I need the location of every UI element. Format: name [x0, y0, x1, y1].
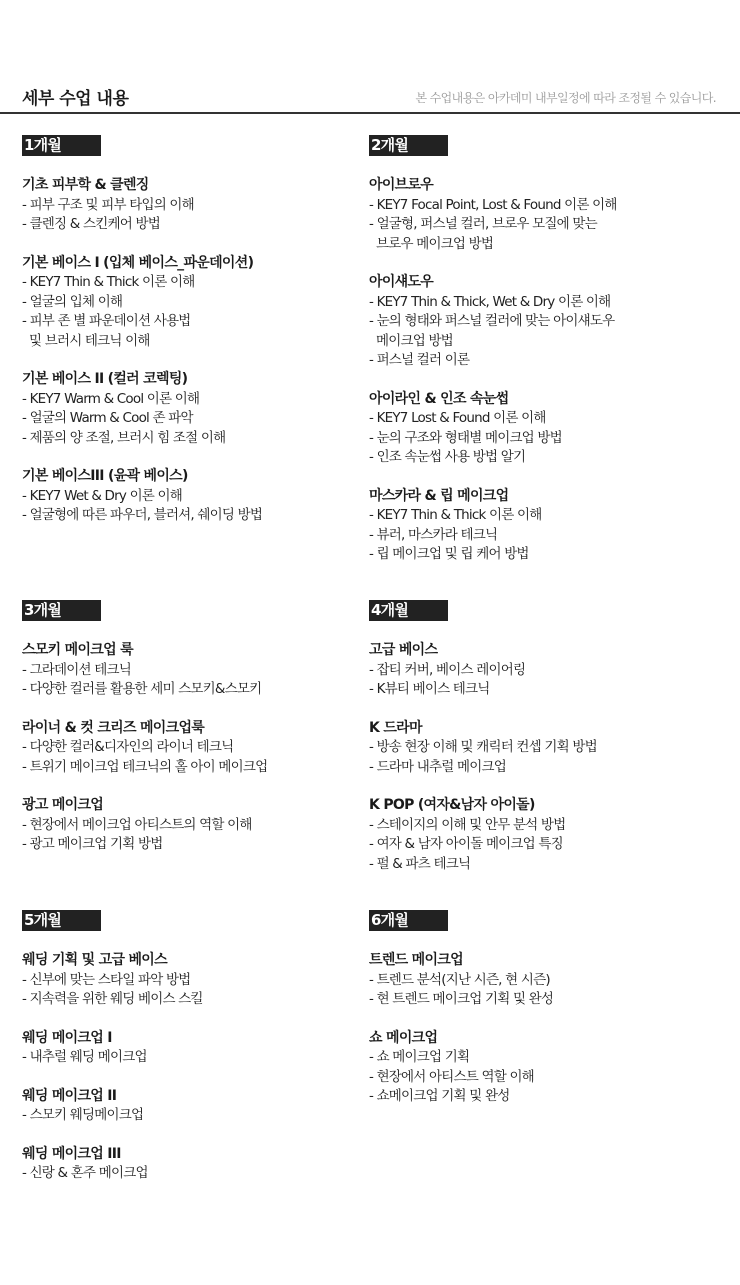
topic	[22, 467, 357, 526]
topic-item: - 펄 & 파츠 테크닉	[369, 855, 471, 872]
topic-title: 광고 메이크업	[22, 797, 104, 813]
section-header	[0, 80, 740, 114]
topic	[22, 951, 357, 1010]
topic	[369, 1029, 704, 1107]
month-label: 4개월	[369, 600, 448, 621]
topic-item: - KEY7 Focal Point, Lost & Found 이론 이해	[369, 196, 617, 213]
month-label: 2개월	[369, 135, 448, 156]
topic-title: 스모키 메이크업 룩	[22, 642, 133, 658]
topic-title: K POP (여자&남자 아이돌)	[369, 797, 535, 813]
topic-item: - 여자 & 남자 아이돌 메이크업 특징	[369, 836, 563, 852]
month-label: 3개월	[22, 600, 101, 621]
topic-title: 마스카라 & 립 메이크업	[369, 487, 509, 504]
month-block-3	[22, 600, 357, 874]
topic-item: - 스테이지의 이해 및 안무 분석 방법	[369, 816, 566, 833]
topic-title: 아이섀도우	[369, 274, 434, 290]
topic-item: - 다양한 컬러를 활용한 세미 스모키&스모키	[22, 681, 262, 697]
topic-item: - 얼굴형에 따른 파우더, 블러셔, 쉐이딩 방법	[22, 507, 263, 523]
topic	[22, 719, 357, 778]
topic-item: - 피부 존 별 파운데이션 사용법	[22, 313, 191, 329]
topic-item: 및 브러시 테크닉 이해	[22, 332, 150, 349]
topic-list	[22, 176, 357, 526]
topic-list	[369, 951, 704, 1107]
topic-item: - KEY7 Warm & Cool 이론 이해	[22, 390, 200, 407]
topic-title: 아이라인 & 인조 속눈썹	[369, 390, 509, 407]
topic-item: - KEY7 Thin & Thick 이론 이해	[22, 274, 195, 290]
topic-item: - 얼굴형, 퍼스널 컬러, 브로우 모질에 맞는	[369, 216, 597, 232]
topic-item: - K뷰티 베이스 테크닉	[369, 681, 490, 697]
topic-title: 고급 베이스	[369, 642, 438, 658]
topic-title: 기본 베이스III (윤곽 베이스)	[22, 468, 188, 484]
topic	[369, 641, 704, 700]
topic-item: - 립 메이크업 및 립 케어 방법	[369, 546, 529, 562]
topic-item: 브로우 메이크업 방법	[369, 235, 494, 252]
topic	[369, 176, 704, 254]
month-block-6	[369, 910, 704, 1126]
topic	[22, 370, 357, 448]
month-block-2	[369, 135, 704, 584]
topic	[22, 1087, 357, 1126]
topic-title: 기본 베이스 I (입체 베이스_파운데이션)	[22, 254, 254, 271]
topic	[22, 254, 357, 352]
topic	[22, 796, 357, 855]
month-block-1	[22, 135, 357, 545]
topic-title: 웨딩 메이크업 I	[22, 1029, 112, 1046]
month-label: 1개월	[22, 135, 101, 156]
page-title: 세부 수업 내용	[22, 89, 129, 109]
month-block-5	[22, 910, 357, 1203]
topic-item: - 현장에서 아티스트 역할 이해	[369, 1068, 534, 1085]
topic	[369, 390, 704, 468]
topic-item: - 현장에서 메이크업 아티스트의 역할 이해	[22, 816, 252, 833]
topic-title: 기본 베이스 II (컬러 코렉팅)	[22, 371, 188, 387]
month-label: 5개월	[22, 910, 101, 931]
topic-item: - 눈의 형태와 퍼스널 컬러에 맞는 아이섀도우	[369, 313, 615, 329]
topic	[369, 487, 704, 565]
topic-title: 웨딩 기획 및 고급 베이스	[22, 952, 167, 968]
topic-item: - 얼굴의 Warm & Cool 존 파악	[22, 410, 193, 426]
topic-title: 라이너 & 컷 크리즈 메이크업룩	[22, 719, 205, 736]
topic-item: - KEY7 Thin & Thick 이론 이해	[369, 507, 542, 523]
topic-item: - KEY7 Wet & Dry 이론 이해	[22, 487, 183, 504]
topic	[369, 951, 704, 1010]
topic-title: 기초 피부학 & 클렌징	[22, 177, 149, 193]
topic-item: - 지속력을 위한 웨딩 베이스 스킬	[22, 991, 203, 1007]
topic-item: - 내추럴 웨딩 메이크업	[22, 1049, 147, 1065]
topic-list	[369, 641, 704, 874]
topic-item: - 제품의 양 조절, 브러시 힘 조절 이해	[22, 429, 226, 446]
topic-title: 트렌드 메이크업	[369, 952, 463, 968]
topic-item: - 다양한 컬러&디자인의 라이너 테크닉	[22, 739, 234, 755]
topic-item: - 인조 속눈썹 사용 방법 알기	[369, 449, 526, 465]
topic-item: - 신랑 & 혼주 메이크업	[22, 1165, 148, 1181]
topic-item: - 얼굴의 입체 이해	[22, 293, 123, 310]
topic-item: - 퍼스널 컬러 이론	[369, 352, 470, 368]
topic-item: - 방송 현장 이해 및 캐릭터 컨셉 기획 방법	[369, 739, 597, 755]
topic	[369, 273, 704, 371]
topic-title: 웨딩 메이크업 II	[22, 1087, 117, 1104]
topic-item: - 쇼 메이크업 기획	[369, 1049, 470, 1065]
topic-item: - 트위기 메이크업 테크닉의 홀 아이 메이크업	[22, 758, 268, 775]
topic-list	[22, 951, 357, 1184]
topic	[369, 719, 704, 778]
topic	[369, 796, 704, 874]
schedule-notice: 본 수업내용은 아카데미 내부일정에 따라 조정될 수 있습니다.	[415, 91, 716, 105]
topic-item: 메이크업 방법	[369, 332, 453, 349]
topic-item: - 광고 메이크업 기획 방법	[22, 836, 163, 852]
topic-item: - 피부 구조 및 피부 타입의 이해	[22, 196, 194, 213]
topic-list	[22, 641, 357, 855]
topic-item: - 뷰러, 마스카라 테크닉	[369, 526, 498, 543]
month-block-4	[369, 600, 704, 893]
topic-item: - 눈의 구조와 형태별 메이크업 방법	[369, 429, 562, 446]
month-label: 6개월	[369, 910, 448, 931]
topic-item: - 그라데이션 테크닉	[22, 661, 131, 678]
topic-title: 웨딩 메이크업 III	[22, 1145, 121, 1162]
topic-title: 쇼 메이크업	[369, 1029, 438, 1046]
topic-item: - 잡티 커버, 베이스 레이어링	[369, 661, 526, 678]
topic-item: - KEY7 Lost & Found 이론 이해	[369, 410, 546, 426]
topic-item: - 클렌징 & 스킨케어 방법	[22, 216, 160, 232]
topic	[22, 1029, 357, 1068]
topic-item: - KEY7 Thin & Thick, Wet & Dry 이론 이해	[369, 293, 611, 310]
topic-item: - 신부에 맞는 스타일 파악 방법	[22, 971, 191, 988]
topic-title: K 드라마	[369, 719, 422, 736]
topic-list	[369, 176, 704, 565]
topic-title: 아이브로우	[369, 177, 434, 193]
topic	[22, 176, 357, 235]
topic	[22, 641, 357, 700]
topic-item: - 트렌드 분석(지난 시즌, 현 시즌)	[369, 971, 550, 988]
topic-item: - 현 트렌드 메이크업 기획 및 완성	[369, 991, 554, 1007]
topic-item: - 쇼메이크업 기획 및 완성	[369, 1088, 510, 1104]
topic-item: - 드라마 내추럴 메이크업	[369, 758, 506, 775]
topic-item: - 스모키 웨딩메이크업	[22, 1107, 144, 1123]
topic	[22, 1145, 357, 1184]
